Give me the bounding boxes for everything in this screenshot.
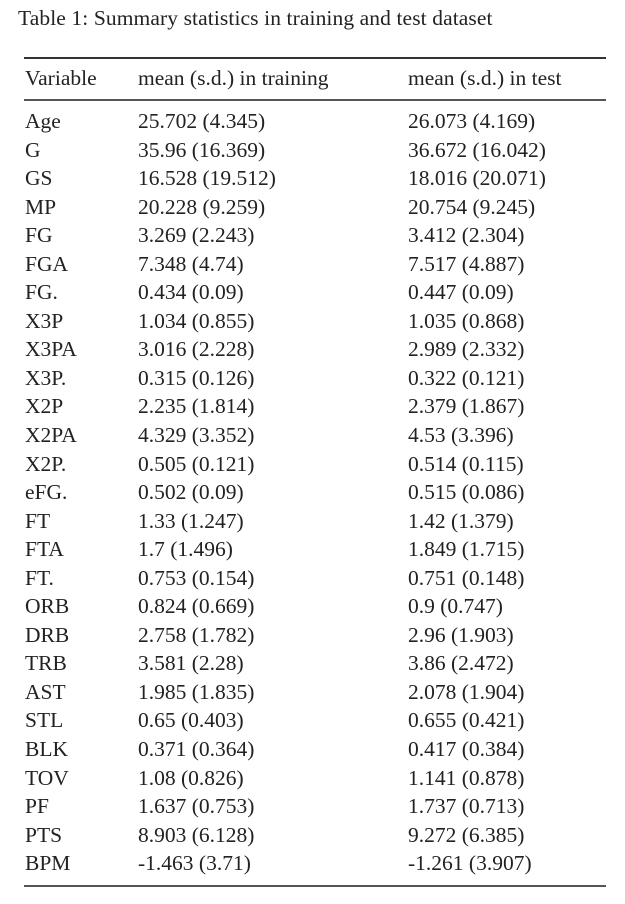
cell-variable: AST (25, 679, 66, 704)
cell-variable: X3P. (25, 365, 67, 390)
cell-training: 25.702 (4.345) (138, 109, 266, 133)
table-row (0, 849, 625, 878)
cell-training: 0.65 (0.403) (138, 708, 244, 733)
cell-test: 18.016 (20.071) (408, 166, 546, 191)
table-mid-rule (24, 99, 606, 101)
cell-variable: TOV (25, 765, 69, 790)
cell-test: 0.514 (0.115) (408, 451, 524, 476)
cell-training: 35.96 (16.369) (138, 137, 266, 162)
cell-variable: X3P (25, 308, 64, 333)
table-bottom-rule (24, 885, 606, 887)
cell-training: 3.581 (2.28) (138, 651, 244, 676)
table-row (0, 193, 625, 222)
cell-variable: X2P (25, 394, 64, 419)
cell-variable: BLK (25, 737, 68, 762)
cell-test: 0.515 (0.086) (408, 480, 525, 505)
table-row (0, 136, 625, 165)
cell-test: 0.447 (0.09) (408, 280, 514, 305)
table-header-row (0, 66, 625, 94)
table-row (0, 821, 625, 850)
cell-test: 2.078 (1.904) (408, 679, 525, 704)
cell-test: 2.379 (1.867) (408, 394, 525, 419)
table-row (0, 221, 625, 250)
table-row (0, 478, 625, 507)
table-row (0, 507, 625, 536)
cell-test: 0.417 (0.384) (408, 737, 525, 762)
cell-variable: FT (25, 508, 51, 533)
table-row (0, 107, 625, 136)
cell-variable: G (25, 137, 41, 162)
cell-variable: DRB (25, 622, 70, 647)
cell-test: 1.141 (0.878) (408, 765, 525, 790)
cell-variable: FGA (25, 251, 69, 276)
cell-variable: ORB (25, 594, 70, 619)
cell-training: 0.315 (0.126) (138, 365, 255, 390)
cell-training: 0.753 (0.154) (138, 565, 255, 590)
cell-variable: Age (25, 109, 61, 133)
cell-variable: MP (25, 194, 57, 219)
cell-variable: BPM (25, 851, 71, 876)
cell-training: 0.371 (0.364) (138, 737, 255, 762)
cell-test: 20.754 (9.245) (408, 194, 536, 219)
cell-training: 3.269 (2.243) (138, 223, 255, 248)
cell-test: 0.322 (0.121) (408, 365, 525, 390)
cell-variable: TRB (25, 651, 67, 676)
header-test: mean (s.d.) in test (408, 66, 562, 90)
cell-training: 0.502 (0.09) (138, 480, 244, 505)
cell-test: 9.272 (6.385) (408, 822, 525, 847)
cell-training: 4.329 (3.352) (138, 423, 255, 448)
cell-test: 0.751 (0.148) (408, 565, 525, 590)
cell-test: 1.737 (0.713) (408, 794, 525, 819)
cell-training: 1.33 (1.247) (138, 508, 244, 533)
cell-training: 0.505 (0.121) (138, 451, 255, 476)
cell-variable: X3PA (25, 337, 77, 362)
cell-training: 2.235 (1.814) (138, 394, 255, 419)
cell-test: 2.989 (2.332) (408, 337, 525, 362)
cell-training: 7.348 (4.74) (138, 251, 244, 276)
table-row (0, 621, 625, 650)
cell-variable: PTS (25, 822, 63, 847)
cell-variable: FT. (25, 565, 54, 590)
cell-training: 1.7 (1.496) (138, 537, 233, 562)
cell-test: -1.261 (3.907) (408, 851, 532, 876)
table-row (0, 764, 625, 793)
header-variable: Variable (25, 66, 97, 90)
table-row (0, 678, 625, 707)
table-row (0, 164, 625, 193)
table-row (0, 792, 625, 821)
cell-variable: eFG. (25, 480, 68, 505)
cell-test: 26.073 (4.169) (408, 109, 536, 133)
cell-training: 1.08 (0.826) (138, 765, 244, 790)
table-row (0, 706, 625, 735)
cell-test: 0.655 (0.421) (408, 708, 525, 733)
cell-test: 2.96 (1.903) (408, 622, 514, 647)
table-caption: Table 1: Summary statistics in training and test dataset (18, 6, 493, 30)
table-row (0, 649, 625, 678)
cell-training: 0.434 (0.09) (138, 280, 244, 305)
table-row (0, 364, 625, 393)
cell-variable: GS (25, 166, 53, 191)
table-row (0, 735, 625, 764)
cell-training: 8.903 (6.128) (138, 822, 255, 847)
cell-test: 1.849 (1.715) (408, 537, 525, 562)
cell-test: 1.42 (1.379) (408, 508, 514, 533)
table-row (0, 564, 625, 593)
cell-training: 3.016 (2.228) (138, 337, 255, 362)
cell-variable: FG (25, 223, 53, 248)
table-body (0, 107, 625, 878)
cell-test: 4.53 (3.396) (408, 423, 514, 448)
table-row (0, 592, 625, 621)
table-row (0, 307, 625, 336)
cell-variable: X2P. (25, 451, 67, 476)
table-row (0, 535, 625, 564)
cell-training: 0.824 (0.669) (138, 594, 255, 619)
cell-variable: FG. (25, 280, 58, 305)
cell-test: 1.035 (0.868) (408, 308, 525, 333)
cell-training: 1.985 (1.835) (138, 679, 255, 704)
cell-training: 20.228 (9.259) (138, 194, 266, 219)
cell-variable: X2PA (25, 423, 77, 448)
table-top-rule (24, 57, 606, 59)
cell-test: 36.672 (16.042) (408, 137, 546, 162)
table-row (0, 278, 625, 307)
cell-training: -1.463 (3.71) (138, 851, 251, 876)
table-row (0, 421, 625, 450)
cell-test: 7.517 (4.887) (408, 251, 525, 276)
table-row (0, 450, 625, 479)
cell-test: 3.412 (2.304) (408, 223, 525, 248)
cell-variable: STL (25, 708, 64, 733)
table-row (0, 250, 625, 279)
cell-training: 1.637 (0.753) (138, 794, 255, 819)
table-row (0, 335, 625, 364)
cell-training: 1.034 (0.855) (138, 308, 255, 333)
cell-test: 0.9 (0.747) (408, 594, 503, 619)
cell-variable: PF (25, 794, 49, 819)
cell-test: 3.86 (2.472) (408, 651, 514, 676)
table-row (0, 392, 625, 421)
cell-training: 16.528 (19.512) (138, 166, 276, 191)
cell-variable: FTA (25, 537, 64, 562)
cell-training: 2.758 (1.782) (138, 622, 255, 647)
header-training: mean (s.d.) in training (138, 66, 329, 90)
